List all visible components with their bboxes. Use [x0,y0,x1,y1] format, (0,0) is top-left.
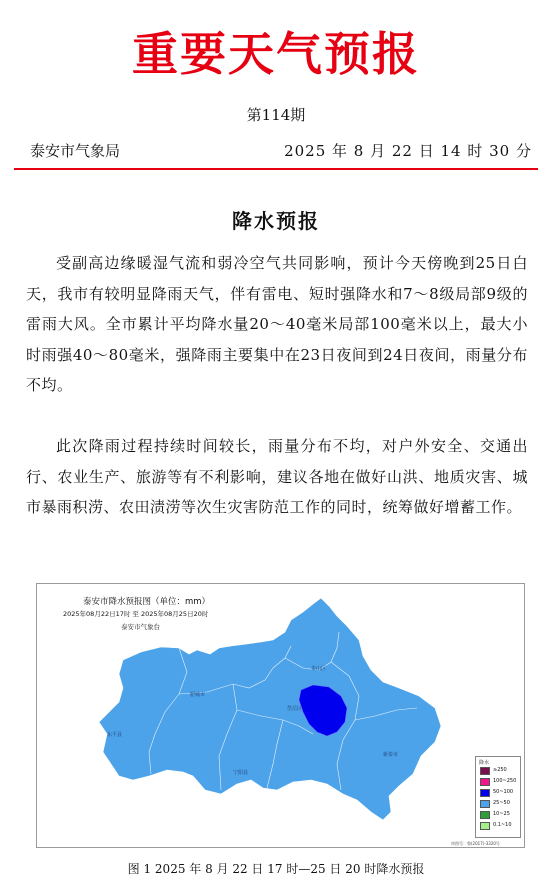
legend-label: 25~50 [493,800,510,806]
rainfall-forecast-map [36,583,525,848]
legend-item [480,799,520,809]
map-legend [475,756,521,838]
map-period: 2025年08月22日17时 至 2025年08月25日20时 [63,610,209,618]
county-label-ningyang: 宁阳县 [233,770,249,776]
legend-swatch [480,778,490,786]
bulletin-title: 重要天气预报 [132,27,420,81]
legend-label: 10~25 [493,811,510,817]
legend-swatch [480,767,490,775]
legend-item [480,777,520,787]
legend-item [480,810,520,820]
county-label-daiyue: 岱岳区 [287,706,303,712]
legend-item [480,788,520,798]
map-title: 泰安市降水预报图（单位：mm） [83,597,211,607]
forecast-paragraph: 受副高边缘暖湿气流和弱冷空气共同影响，预计今天傍晚到25日白天，我市有较明显降雨天气，伴有雷电、短时强降水和7～8级局部9级的雷雨大风。全市累计平均降水量20～40毫米局部100毫米以上，最大小时雨强40～80毫米，强降雨主要集中在23日夜间到24日夜间，雨量分布不均。 [26,254,528,394]
legend-label: 100~250 [493,778,517,784]
legend-swatch [480,822,490,830]
legend-label: ≥250 [493,767,507,773]
legend-label: 50~100 [493,789,514,795]
legend-swatch [480,789,490,797]
header-divider [14,168,538,170]
map-approval-number: 审图号：鲁(2017)-3320号 [451,841,500,846]
map-organization: 泰安市气象台 [121,623,160,631]
region-25-50 [99,598,441,820]
legend-item [480,821,520,831]
legend-swatch [480,800,490,808]
county-label-dongping: 东平县 [107,732,123,738]
county-label-feicheng: 肥城市 [190,692,206,698]
legend-label: 0.1~10 [493,822,512,828]
legend-item [480,766,520,776]
issue-time: 2025 年 8 月 22 日 14 时 30 分 [284,142,532,160]
section-title: 降水预报 [232,209,320,233]
legend-title: 降水 [479,760,490,766]
county-label-xintai: 新泰市 [383,752,399,758]
legend-swatch [480,811,490,819]
advice-paragraph: 此次降雨过程持续时间较长，雨量分布不均，对户外安全、交通出行、农业生产、旅游等有不利影响，建议各地在做好山洪、地质灾害、城市暴雨积涝、农田渍涝等次生灾害防范工作的同时，统筹做好增蓄工作。 [26,437,528,516]
issue-number: 第114期 [246,106,306,124]
county-label-taishan: 泰山区 [311,666,327,672]
agency-name: 泰安市气象局 [30,142,121,160]
map-graphic [37,584,526,849]
figure-caption: 图 1 2025 年 8 月 22 日 17 时—25 日 20 时降水预报 [127,862,425,876]
